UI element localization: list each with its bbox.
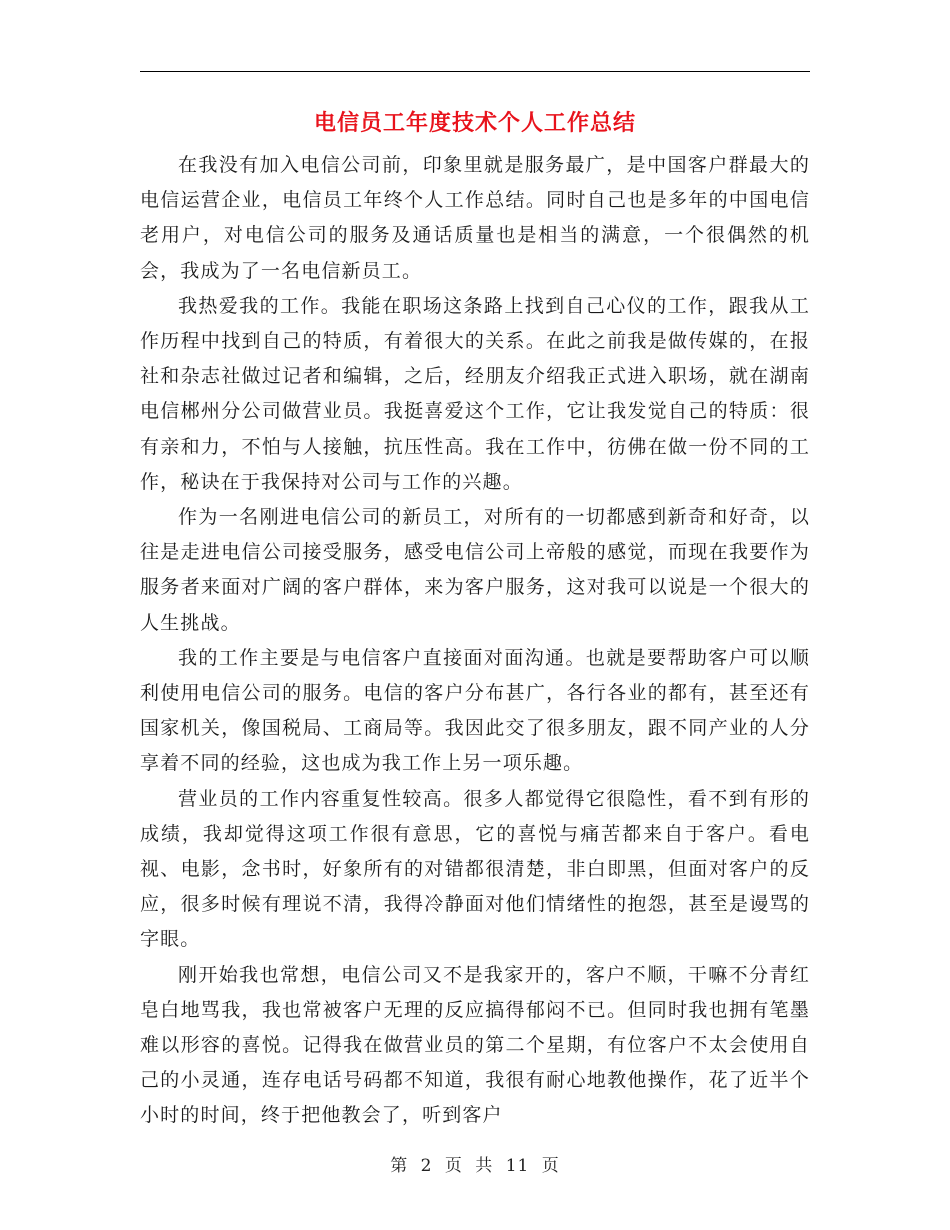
paragraph-6: 刚开始我也常想，电信公司又不是我家开的，客户不顺，干嘛不分青红皂白地骂我，我也常被客户无理的反应搞得郁闷不已。但同时我也拥有笔墨难以形容的喜悦。记得我在做营业员的第二个星期，有位客户不太会使用自己的小灵通，连存电话号码都不知道，我很有耐心地教他操作，花了近半个小时的时间，终于把他教会了，听到客户 [140,963,810,1127]
document-title: 电信员工年度技术个人工作总结 [313,111,636,136]
paragraph-3: 作为一名刚进电信公司的新员工，对所有的一切都感到新奇和好奇，以往是走进电信公司接受服务，感受电信公司上帝般的感觉，而现在我要作为服务者来面对广阔的客户群体，来为客户服务，这对我可以说是一个很大的人生挑战。 [140,506,810,634]
document-body [140,148,810,1134]
paragraph-2: 我热爱我的工作。我能在职场这条路上找到自己心仪的工作，跟我从工作历程中找到自己的特质，有着很大的关系。在此之前我是做传媒的，在报社和杂志社做过记者和编辑，之后，经朋友介绍我正式进入职场，就在湖南电信郴州分公司做营业员。我挺喜爱这个工作，它让我发觉自己的特质：很有亲和力，不怕与人接触，抗压性高。我在工作中，彷佛在做一份不同的工作，秘诀在于我保持对公司与工作的兴趣。 [140,294,810,493]
page-number-footer: 第 2 页 共 11 页 [390,1156,560,1176]
paragraph-1: 在我没有加入电信公司前，印象里就是服务最广，是中国客户群最大的电信运营企业，电信员工年终个人工作总结。同时自己也是多年的中国电信老用户，对电信公司的服务及通话质量也是相当的满意，一个很偶然的机会，我成为了一名电信新员工。 [140,154,810,282]
paragraph-4: 我的工作主要是与电信客户直接面对面沟通。也就是要帮助客户可以顺利使用电信公司的服务。电信的客户分布甚广，各行各业的都有，甚至还有国家机关，像国税局、工商局等。我因此交了很多朋友，跟不同产业的人分享着不同的经验，这也成为我工作上另一项乐趣。 [140,646,810,775]
header-rule [140,71,810,72]
paragraph-5: 营业员的工作内容重复性较高。很多人都觉得它很隐性，看不到有形的成绩，我却觉得这项工作很有意思，它的喜悦与痛苦都来自于客户。看电视、电影，念书时，好象所有的对错都很清楚，非白即黑，但面对客户的反应，很多时候有理说不清，我得冷静面对他们情绪性的抱怨，甚至是谩骂的字眼。 [140,787,810,951]
